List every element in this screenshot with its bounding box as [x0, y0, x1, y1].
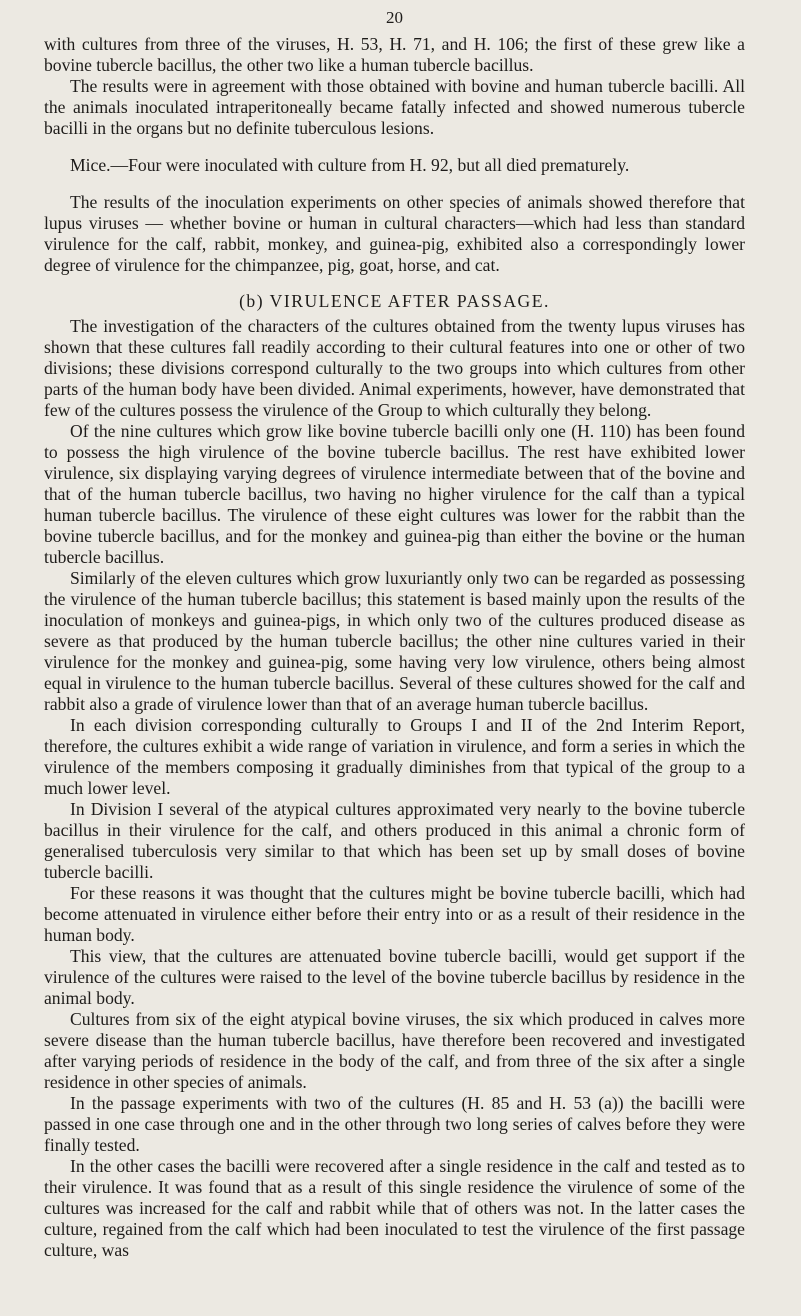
page-number: 20 [386, 8, 403, 27]
paragraph-mice: Mice.—Four were inoculated with culture from H. 92, but all died prematurely. [70, 155, 630, 175]
paragraph-view-support: This view, that the cultures are attenuated bovine tubercle bacilli, would get support if the virulence of the cultures were raised to the level of the bovine tubercle bacillus by residence in the animal body. [44, 946, 745, 1008]
paragraph-summary-other-species: The results of the inoculation experiments on other species of animals showed therefore that lupus viruses — whether bovine or human in cultural characters—which had less than standard virulence for the calf, rabbit, monkey, and guinea-pig, exhibited also a correspondingly lower degree of virulence for the chimpanzee, pig, goat, horse, and cat. [44, 192, 745, 275]
paragraph-attenuated-reasons: For these reasons it was thought that the cultures might be bovine tubercle bacilli, which had become attenuated in virulence either before their entry into or as a result of their residence in the human body. [44, 883, 745, 945]
paragraph-nine-cultures: Of the nine cultures which grow like bovine tubercle bacilli only one (H. 110) has been found to possess the high virulence of the bovine tubercle bacillus. The rest have exhibited lower virulence, six displaying varying degrees of virulence intermediate between that of the bovine and that of the human tubercle bacillus, two having no higher virulence for the calf than a typical human tubercle bacillus. The virulence of these eight cultures was lower for the rabbit than the bovine tubercle bacillus, and for the monkey and guinea-pig than either the bovine or the human tubercle bacillus. [44, 421, 745, 567]
paragraph-investigation: The investigation of the characters of the cultures obtained from the twenty lupus viruses has shown that these cultures fall readily according to their cultural features into one or other of two divisions; these divisions correspond culturally to the two groups into which cultures from other parts of the human body have been divided. Animal experiments, however, have demonstrated that few of the cultures possess the virulence of the Group to which culturally they belong. [44, 316, 745, 420]
paragraph-other-cases: In the other cases the bacilli were recovered after a single residence in the calf and tested as to their virulence. It was found that as a result of this single residence the virulence of some of the cultures was increased for the calf and rabbit while that of others was not. In the latter cases the culture, regained from the calf which had been inoculated to test the virulence of the first passage culture, was [44, 1156, 745, 1260]
paragraph-eleven-cultures: Similarly of the eleven cultures which grow luxuriantly only two can be regarded as possessing the virulence of the human tubercle bacillus; this statement is based mainly upon the results of the inoculation of monkeys and guinea-pigs, in which only two of the cultures produced disease as severe as that produced by the human tubercle bacillus; the other nine cultures varied in their virulence for the monkey and guinea-pig, some having very low virulence, others being almost equal in virulence to the human tubercle bacillus. Several of these cultures showed for the calf and rabbit also a grade of virulence lower than that of an average human tubercle bacillus. [44, 568, 745, 714]
paragraph-division-one: In Division I several of the atypical cultures approximated very nearly to the bovine tubercle bacillus in their virulence for the calf, and others produced in this animal a chronic form of generalised tuberculosis very similar to that which has been set up by small doses of bovine tubercle bacilli. [44, 799, 745, 882]
paragraph-six-cultures: Cultures from six of the eight atypical bovine viruses, the six which produced in calves more severe disease than the human tubercle bacillus, have therefore been recovered and investigated after varying periods of residence in the body of the calf, and from three of the six after a single residence in other species of animals. [44, 1009, 745, 1092]
section-heading: (b) VIRULENCE AFTER PASSAGE. [239, 291, 550, 311]
paragraph-results-agreement: The results were in agreement with those obtained with bovine and human tubercle bacilli. All the animals inoculated intraperitoneally became fatally infected and showed numerous tubercle bacilli in the organs but no definite tuberculous lesions. [44, 76, 745, 138]
paragraph-each-division: In each division corresponding culturally to Groups I and II of the 2nd Interim Report, therefore, the cultures exhibit a wide range of variation in virulence, and form a series in which the virulence of the members composing it gradually diminishes from that typical of the group to a much lower level. [44, 715, 745, 798]
paragraph-passage-experiments: In the passage experiments with two of the cultures (H. 85 and H. 53 (a)) the bacilli were passed in one case through one and in the other through two long series of calves before they were finally tested. [44, 1093, 745, 1155]
paragraph-continuation: with cultures from three of the viruses, H. 53, H. 71, and H. 106; the first of these grew like a bovine tubercle bacillus, the other two like a human tubercle bacillus. [44, 34, 745, 75]
